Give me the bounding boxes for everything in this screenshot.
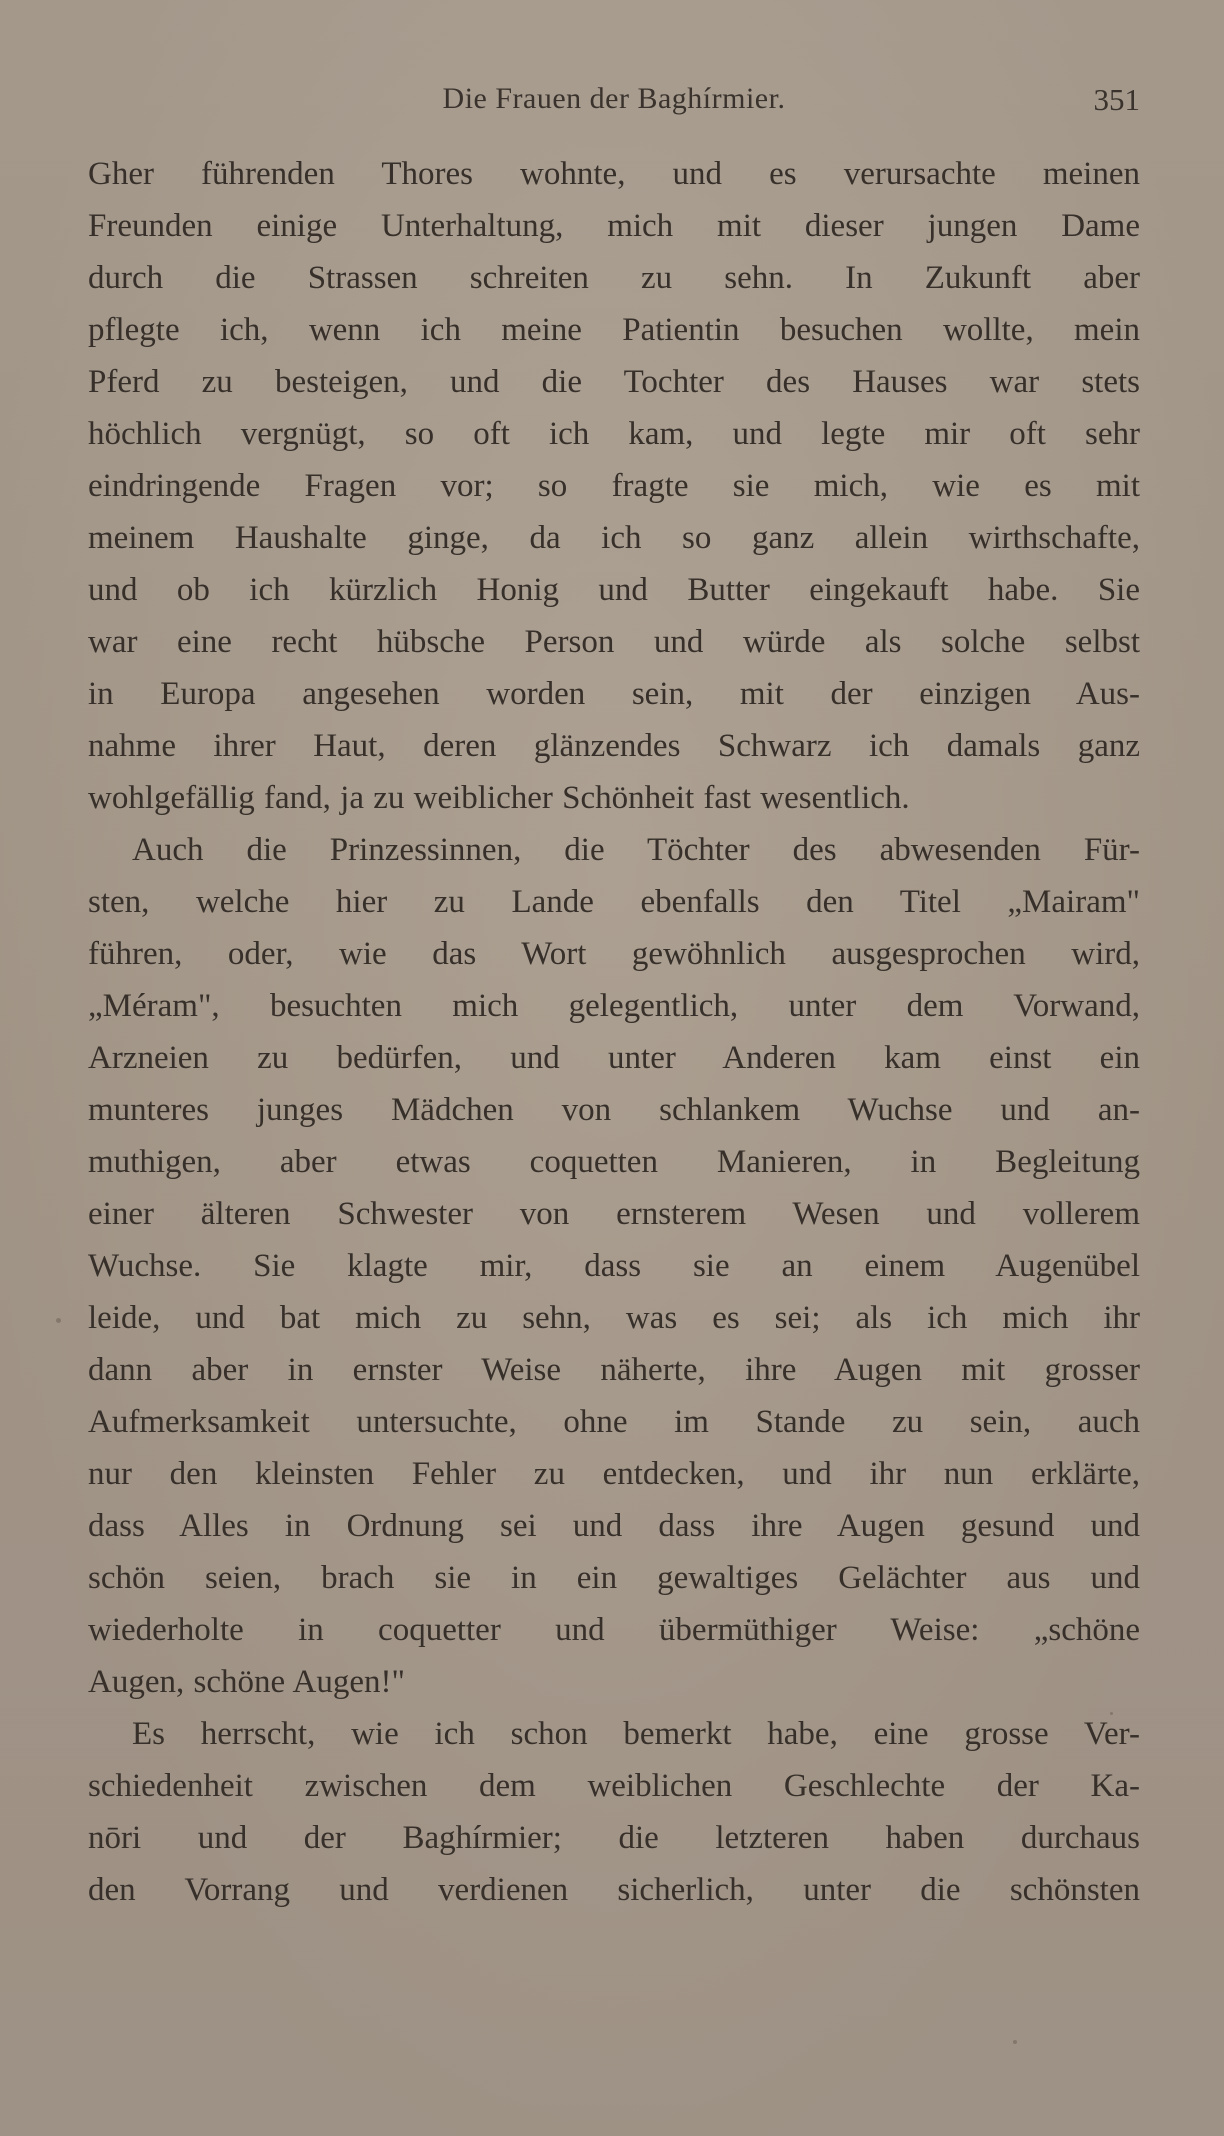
text-line: „Méram", besuchten mich gelegentlich, unter dem Vorwand,	[88, 988, 1140, 1024]
paper-speck	[56, 1318, 61, 1323]
running-header	[88, 82, 1140, 122]
text-line: schön seien, brach sie in ein gewaltiges Gelächter aus und	[88, 1560, 1140, 1596]
text-line: munteres junges Mädchen von schlankem Wuchse und an-	[88, 1092, 1140, 1128]
text-line: durch die Strassen schreiten zu sehn. In Zukunft aber	[88, 260, 1140, 296]
paragraph-start-line: Es herrscht, wie ich schon bemerkt habe, eine grosse Ver-	[132, 1716, 1140, 1752]
text-line: wiederholte in coquetter und übermüthiger Weise: „schöne	[88, 1612, 1140, 1648]
text-line: nahme ihrer Haut, deren glänzendes Schwarz ich damals ganz	[88, 728, 1140, 764]
text-line: Arzneien zu bedürfen, und unter Anderen kam einst ein	[88, 1040, 1140, 1076]
body-text	[88, 148, 1140, 1916]
text-line: nōri und der Baghírmier; die letzteren haben durchaus	[88, 1820, 1140, 1856]
running-title: Die Frauen der Baghírmier.	[442, 82, 786, 115]
text-line: pflegte ich, wenn ich meine Patientin besuchen wollte, mein	[88, 312, 1140, 348]
text-line: dann aber in ernster Weise näherte, ihre Augen mit grosser	[88, 1352, 1140, 1388]
text-line: wohlgefällig fand, ja zu weiblicher Schönheit fast wesentlich.	[88, 780, 910, 816]
text-line: Pferd zu besteigen, und die Tochter des Hauses war stets	[88, 364, 1140, 400]
text-line: dass Alles in Ordnung sei und dass ihre Augen gesund und	[88, 1508, 1140, 1544]
text-line: muthigen, aber etwas coquetten Manieren, in Begleitung	[88, 1144, 1140, 1180]
text-line: führen, oder, wie das Wort gewöhnlich ausgesprochen wird,	[88, 936, 1140, 972]
text-line: leide, und bat mich zu sehn, was es sei; als ich mich ihr	[88, 1300, 1140, 1336]
text-line: nur den kleinsten Fehler zu entdecken, und ihr nun erklärte,	[88, 1456, 1140, 1492]
text-line: sten, welche hier zu Lande ebenfalls den Titel „Mairam"	[88, 884, 1140, 920]
text-line: eindringende Fragen vor; so fragte sie mich, wie es mit	[88, 468, 1140, 504]
text-line: war eine recht hübsche Person und würde als solche selbst	[88, 624, 1140, 660]
text-line: Augen, schöne Augen!"	[88, 1664, 405, 1700]
text-line: einer älteren Schwester von ernsterem Wesen und vollerem	[88, 1196, 1140, 1232]
text-line: und ob ich kürzlich Honig und Butter eingekauft habe. Sie	[88, 572, 1140, 608]
paper-speck	[1110, 1712, 1113, 1715]
text-line: Aufmerksamkeit untersuchte, ohne im Stande zu sein, auch	[88, 1404, 1140, 1440]
text-line: Wuchse. Sie klagte mir, dass sie an einem Augenübel	[88, 1248, 1140, 1284]
paragraph-start-line: Auch die Prinzessinnen, die Töchter des abwesenden Für-	[132, 832, 1140, 868]
text-line: meinem Haushalte ginge, da ich so ganz allein wirthschafte,	[88, 520, 1140, 556]
page-number: 351	[1093, 82, 1140, 117]
text-line: in Europa angesehen worden sein, mit der einzigen Aus-	[88, 676, 1140, 712]
text-line: Gher führenden Thores wohnte, und es verursachte meinen	[88, 156, 1140, 192]
text-line: Freunden einige Unterhaltung, mich mit dieser jungen Dame	[88, 208, 1140, 244]
text-line: höchlich vergnügt, so oft ich kam, und legte mir oft sehr	[88, 416, 1140, 452]
text-line: den Vorrang und verdienen sicherlich, unter die schönsten	[88, 1872, 1140, 1908]
paper-speck	[1013, 2040, 1017, 2044]
text-line: schiedenheit zwischen dem weiblichen Geschlechte der Ka-	[88, 1768, 1140, 1804]
